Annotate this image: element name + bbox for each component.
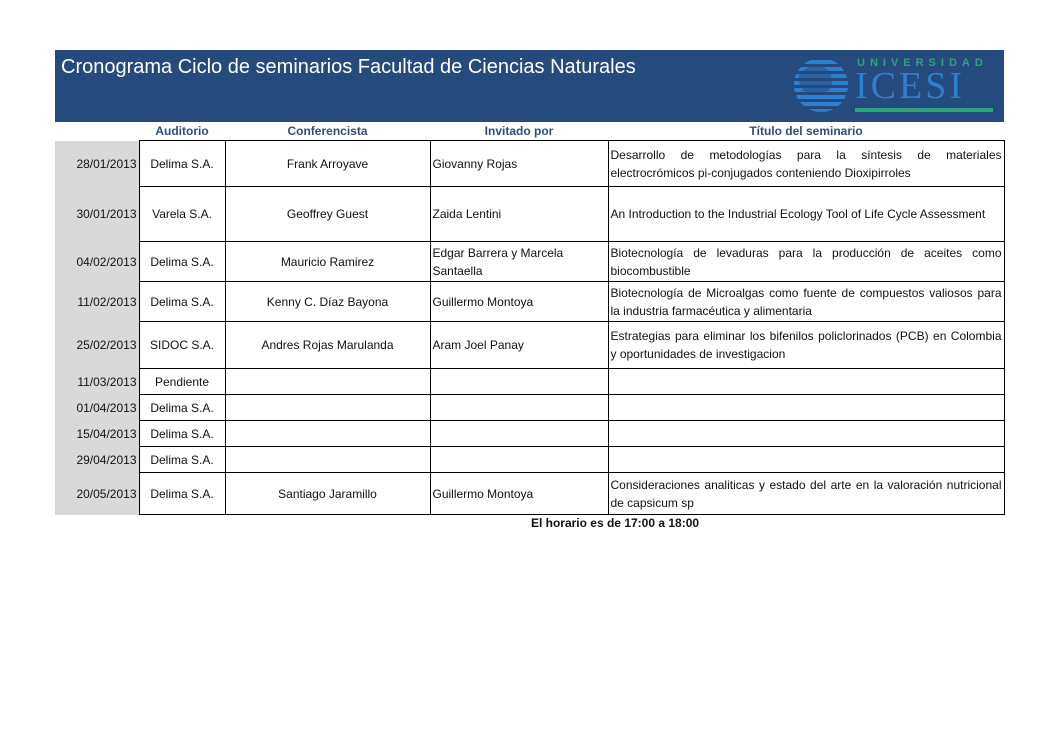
table-row	[55, 282, 1004, 322]
row-invitado	[430, 421, 608, 447]
row-invitado	[430, 447, 608, 473]
row-conferencista: Mauricio Ramirez	[225, 242, 430, 282]
row-auditorio: Delima S.A.	[139, 141, 225, 187]
row-conferencista: Andres Rojas Marulanda	[225, 322, 430, 369]
row-auditorio: SIDOC S.A.	[139, 322, 225, 369]
header-banner	[55, 50, 1004, 122]
table-row	[55, 421, 1004, 447]
row-invitado	[430, 395, 608, 421]
header-invitado: Invitado por	[484, 124, 554, 138]
row-invitado: Guillermo Montoya	[430, 282, 608, 322]
row-auditorio: Varela S.A.	[139, 187, 225, 242]
row-titulo	[608, 369, 1004, 395]
row-titulo: Biotecnología de Microalgas como fuente de compuestos valiosos para la industria farmacéutica y alimentaria	[608, 282, 1004, 322]
row-date: 04/02/2013	[55, 242, 139, 282]
table-row	[55, 395, 1004, 421]
table-header-row	[55, 122, 1004, 141]
table-row	[55, 447, 1004, 473]
row-auditorio: Delima S.A.	[139, 447, 225, 473]
row-invitado: Edgar Barrera y Marcela Santaella	[430, 242, 608, 282]
row-date: 20/05/2013	[55, 473, 139, 515]
table-row	[55, 369, 1004, 395]
row-titulo	[608, 395, 1004, 421]
row-titulo: Biotecnología de levaduras para la producción de aceites como biocombustible	[608, 242, 1004, 282]
row-auditorio: Delima S.A.	[139, 282, 225, 322]
row-date: 01/04/2013	[55, 395, 139, 421]
row-conferencista	[225, 369, 430, 395]
header-conferencista: Conferencista	[287, 124, 368, 138]
university-logo	[791, 54, 997, 116]
row-invitado: Zaida Lentini	[430, 187, 608, 242]
globe-icon	[791, 54, 853, 116]
row-date: 11/02/2013	[55, 282, 139, 322]
schedule-hours-note: El horario es de 17:00 a 18:00	[530, 516, 700, 530]
row-titulo: Consideraciones analiticas y estado del arte en la valoración nutricional de capsicum sp	[608, 473, 1004, 515]
row-auditorio: Delima S.A.	[139, 242, 225, 282]
row-auditorio: Delima S.A.	[139, 473, 225, 515]
table-row	[55, 242, 1004, 282]
row-conferencista	[225, 447, 430, 473]
table-row	[55, 473, 1004, 515]
logo-underline	[855, 108, 993, 112]
row-auditorio: Pendiente	[139, 369, 225, 395]
row-titulo: Estrategias para eliminar los bifenilos policlorinados (PCB) en Colombia y oportunidades de investigacion	[608, 322, 1004, 369]
row-invitado: Guillermo Montoya	[430, 473, 608, 515]
row-conferencista: Frank Arroyave	[225, 141, 430, 187]
row-conferencista: Santiago Jaramillo	[225, 473, 430, 515]
schedule-table	[55, 122, 1005, 515]
row-date: 25/02/2013	[55, 322, 139, 369]
page-title: Cronograma Ciclo de seminarios Facultad de Ciencias Naturales	[61, 56, 636, 78]
header-titulo: Título del seminario	[749, 124, 863, 138]
logo-main-text: ICESI	[855, 65, 965, 107]
row-conferencista: Kenny C. Díaz Bayona	[225, 282, 430, 322]
header-auditorio: Auditorio	[155, 124, 209, 138]
row-auditorio: Delima S.A.	[139, 421, 225, 447]
row-invitado: Giovanny Rojas	[430, 141, 608, 187]
row-date: 29/04/2013	[55, 447, 139, 473]
row-invitado	[430, 369, 608, 395]
row-conferencista	[225, 421, 430, 447]
row-titulo: An Introduction to the Industrial Ecology Tool of Life Cycle Assessment	[608, 187, 1004, 242]
header-date	[55, 122, 139, 141]
row-date: 30/01/2013	[55, 187, 139, 242]
logo-top-text: UNIVERSIDAD	[857, 57, 988, 69]
row-titulo	[608, 447, 1004, 473]
row-auditorio: Delima S.A.	[139, 395, 225, 421]
row-date: 15/04/2013	[55, 421, 139, 447]
row-titulo: Desarrollo de metodologías para la síntesis de materiales electrocrómicos pi-conjugados conteniendo Dioxipirroles	[608, 141, 1004, 187]
table-row	[55, 141, 1004, 187]
row-invitado: Aram Joel Panay	[430, 322, 608, 369]
row-date: 28/01/2013	[55, 141, 139, 187]
row-titulo	[608, 421, 1004, 447]
table-row	[55, 187, 1004, 242]
row-conferencista: Geoffrey Guest	[225, 187, 430, 242]
table-row	[55, 322, 1004, 369]
row-conferencista	[225, 395, 430, 421]
row-date: 11/03/2013	[55, 369, 139, 395]
